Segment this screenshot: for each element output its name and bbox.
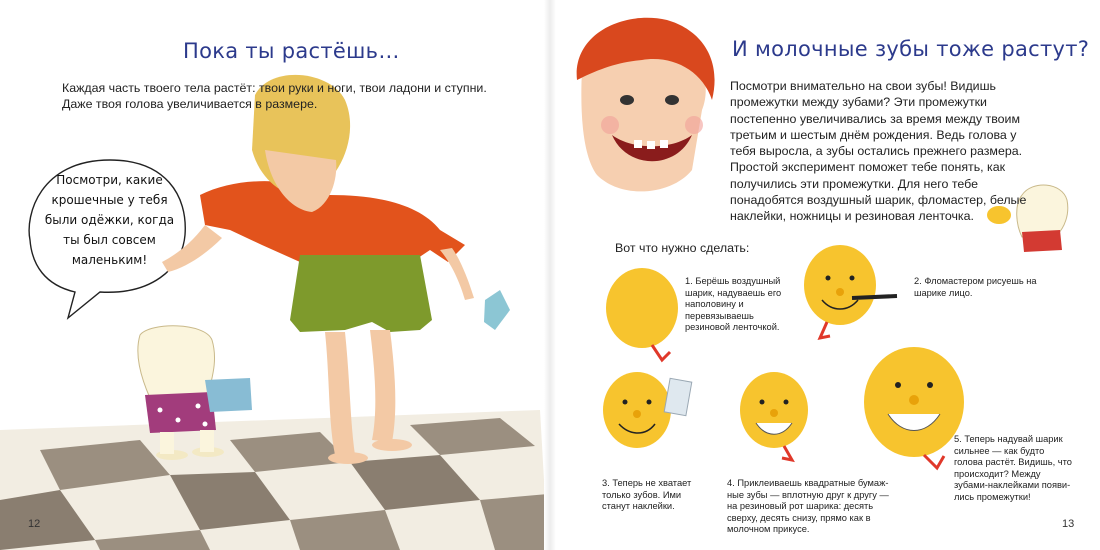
page-number-left: 12	[28, 518, 41, 530]
right-page	[552, 0, 1100, 550]
page-number-right: 13	[1062, 518, 1075, 530]
child-face-illustration	[577, 18, 715, 192]
balloon-step-1	[606, 268, 678, 360]
balloon-step-5	[864, 347, 964, 468]
step-4-caption: 4. Приклеиваешь квадратные бумажные зубы — вплотную друг к другу — на резиновый рот шарика: десять сверху, десять снизу, прямо как в молочном прикусе.	[727, 478, 889, 535]
steps-heading: Вот что нужно сделать:	[615, 241, 750, 255]
intro-paragraph: Каждая часть твоего тела растёт: твои руки и ноги, твои ладони и ступни. Даже твоя голова увеличивается в размере.	[62, 81, 487, 112]
body-paragraph: Посмотри внимательно на свои зубы! Видишь промежутки между зубами? Эти промежутки постепенно увеличивались за время между твоим третьим и шестым днём рождения. Ведь голова у тебя выросла, а зубы остались прежнего размера. Простой эксперимент поможет тебе понять, как получились эти промежутки. Для него тебе понадобятся воздушный шарик, фломастер, белые наклейки, ножницы и резиновая ленточка.	[730, 79, 1027, 224]
speech-bubble-text: Посмотри, какие крошечные у тебя были одёжки, когда ты был совсем маленьким!	[44, 173, 175, 267]
step-3-caption: 3. Теперь не хватает только зубов. Ими станут наклейки.	[602, 478, 692, 512]
left-page	[0, 0, 548, 550]
step-2-caption: 2. Фломастером рисуешь на шарике лицо.	[914, 276, 1037, 298]
balloon-step-2	[804, 245, 897, 338]
checkered-floor	[0, 410, 548, 550]
step-1-caption: 1. Берёшь воздушный шарик, надуваешь его наполовину и перевязываешь резиновой ленточкой.	[685, 276, 782, 333]
page-title-left: Пока ты растёшь…	[183, 39, 400, 63]
balloon-step-3	[603, 372, 692, 448]
step-5-caption: 5. Теперь надувай шарик сильнее — как будто голова растёт. Видишь, что происходит? Между зубами-наклейками появились промежутки!	[954, 434, 1072, 502]
page-title-right: И молочные зубы тоже растут?	[732, 37, 1090, 61]
balloon-step-4	[740, 372, 808, 460]
